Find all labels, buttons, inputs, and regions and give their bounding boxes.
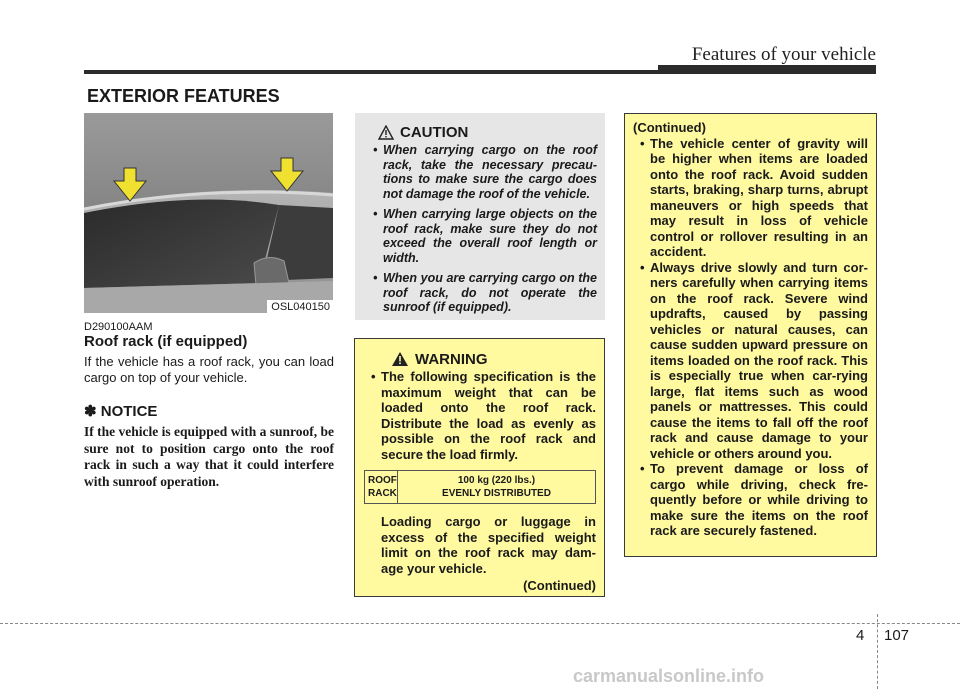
notice-text: If the vehicle is equipped with a sunroof, be sure not to position cargo onto the roof rack in such a way that it could interfere with sunroof operation. [84,424,334,489]
caution-box [355,113,605,320]
chapter-number: 4 [856,627,865,644]
continued-item: • To prevent damage or loss of cargo while driving, check fre-quently before or while driving to make sure the items on the roof rack are securely fastened. [633,461,868,539]
header-rule-accent [658,65,876,74]
footer-separator [877,614,878,689]
caution-header [366,121,597,143]
warning-triangle-icon [391,351,409,367]
notice-title: ✽ NOTICE [84,403,158,420]
continued-item: • Always drive slowly and turn cor-ners carefully when carrying items on the roof rack. Severe wind updrafts, caused by passing vehicles or natural causes, can cause sudden upward pressure on items loaded on the roof rack. This is especially true when car-rying large, flat items such as wood panels or mattresses. This could cause the items to fall off the roof rack and cause damage to your vehicle or others around you. [633,260,868,462]
article-body: If the vehicle has a roof rack, you can load cargo on top of your vehicle. [84,354,334,385]
continued-heading: (Continued) [633,120,706,135]
caution-item: • When you are carrying cargo on the roof rack, do not operate the sunroof (if equipped). [366,271,597,315]
footer-rule [0,623,960,624]
continued-item: • The vehicle center of gravity will be higher when items are loaded onto the roof rack. Avoid sudden starts, braking, sharp turns, abrupt maneuvers or high speeds that may result in loss of vehicle control or rollover resulting in an accident. [633,136,868,260]
section-title: EXTERIOR FEATURES [87,86,280,106]
warning-item: • The following specification is the maximum weight that can be loaded onto the roof rack. Distribute the load as evenly as possible on the roof rack and secure the load firmly. [364,369,596,462]
caution-item: • When carrying large objects on the roof rack, make sure they do not exceed the overall roof length or width. [366,207,597,265]
spec-label-line: ROOF [368,475,397,486]
warning-continued: (Continued) [523,578,596,593]
warning-title: WARNING [415,350,488,368]
article-code: D290100AAM [84,321,153,333]
header-title: Features of your vehicle [691,44,876,65]
warning-loading-text: Loading cargo or luggage in excess of the specified weight limit on the roof rack may dam-age your vehicle. [381,514,596,576]
warning-header [364,349,596,369]
car-roof-illustration [84,113,333,313]
spec-value-line: EVENLY DISTRIBUTED [442,488,551,499]
spec-value-cell [398,471,595,503]
warning-box [354,338,605,597]
caution-title: CAUTION [400,123,469,141]
watermark: carmanualsonline.info [573,666,765,686]
caution-warning-icon [378,125,394,140]
spec-value-line: 100 kg (220 lbs.) [457,475,536,486]
photo-code: OSL040150 [267,300,333,313]
caution-item: • When carrying cargo on the roof rack, take the necessary precau-tions to make sure the cargo does not damage the roof of the vehicle. [366,143,597,201]
page-number: 107 [884,627,910,644]
spec-label-cell [365,471,398,503]
article-title: Roof rack (if equipped) [84,333,248,350]
roof-rack-photo [84,113,333,313]
roof-rack-spec-table [364,470,596,504]
spec-label-line: RACK [368,488,397,499]
continued-warning-box [624,113,877,557]
